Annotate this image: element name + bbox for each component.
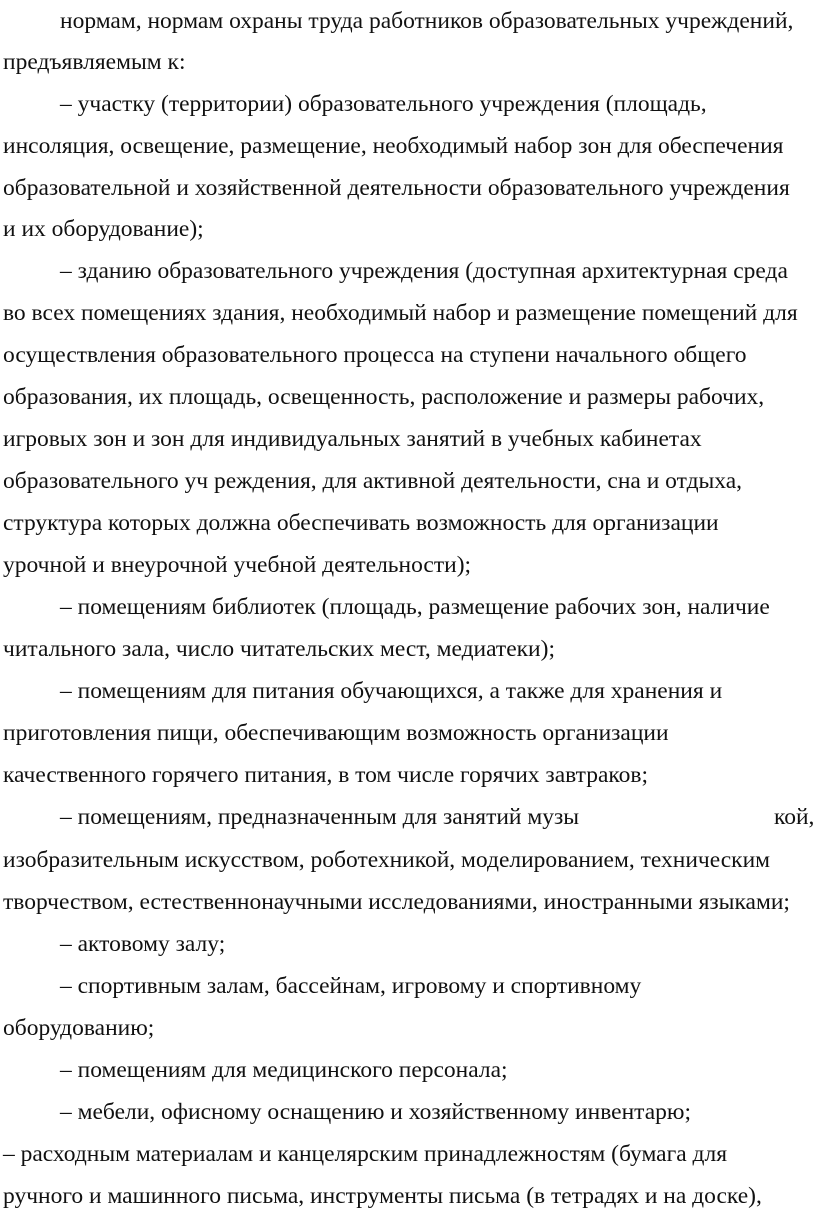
text-line-27: – мебели, офисному оснащению и хозяйственному инвентарю; — [60, 1099, 692, 1125]
text-line-18: приготовления пищи, обеспечивающим возможность организации — [3, 720, 669, 746]
text-line-25: оборудованию; — [3, 1015, 155, 1041]
text-line-2: предъявляемым к: — [3, 49, 186, 75]
text-line-11: игровых зон и зон для индивидуальных занятий в учебных кабинетах — [3, 426, 702, 452]
text-line-15: – помещениям библиотек (площадь, размещение рабочих зон, наличие — [60, 594, 770, 620]
text-line-14: урочной и внеурочной учебной деятельности); — [3, 552, 472, 578]
text-line-26: – помещениям для медицинского персонала; — [60, 1057, 508, 1083]
text-line-5: образовательной и хозяйственной деятельности образовательного учреждения — [3, 175, 790, 201]
text-line-28: – расходным материалам и канцелярским принадлежностям (бумага для — [3, 1141, 728, 1167]
text-line-20-end: кой, — [774, 804, 815, 830]
text-line-17: – помещениям для питания обучающихся, а также для хранения и — [60, 678, 723, 704]
text-line-6: и их оборудование); — [3, 216, 204, 242]
text-line-13: структура которых должна обеспечивать возможность для организации — [3, 510, 719, 536]
text-line-16: читального зала, число читательских мест, медиатеки); — [3, 636, 555, 662]
text-line-21: изобразительным искусством, роботехникой, моделированием, техническим — [3, 847, 771, 873]
text-line-9: осуществления образовательного процесса на ступени начального общего — [3, 342, 747, 368]
text-line-7: – зданию образовательного учреждения (доступная архитектурная среда — [60, 258, 788, 284]
text-line-23: – актовому залу; — [60, 931, 226, 957]
text-line-24: – спортивным залам, бассейнам, игровому и спортивному — [60, 973, 642, 999]
text-line-3: – участку (территории) образовательного учреждения (площадь, — [60, 91, 707, 117]
text-line-1: нормам, нормам охраны труда работников образовательных учреждений, — [60, 8, 794, 34]
text-line-8: во всех помещениях здания, необходимый набор и размещение помещений для — [3, 300, 798, 326]
text-line-29: ручного и машинного письма, инструменты письма (в тетрадях и на доске), — [3, 1183, 762, 1209]
text-line-19: качественного горячего питания, в том числе горячих завтраков; — [3, 762, 648, 788]
text-line-20: – помещениям, предназначенным для занятий музы — [60, 804, 580, 830]
text-line-4: инсоляция, освещение, размещение, необходимый набор зон для обеспечения — [3, 133, 784, 159]
text-line-10: образования, их площадь, освещенность, расположение и размеры рабочих, — [3, 384, 765, 410]
text-line-22: творчеством, естественнонаучными исследованиями, иностранными языками; — [3, 889, 790, 915]
text-line-12: образовательного уч реждения, для активной деятельности, сна и отдыха, — [3, 468, 743, 494]
